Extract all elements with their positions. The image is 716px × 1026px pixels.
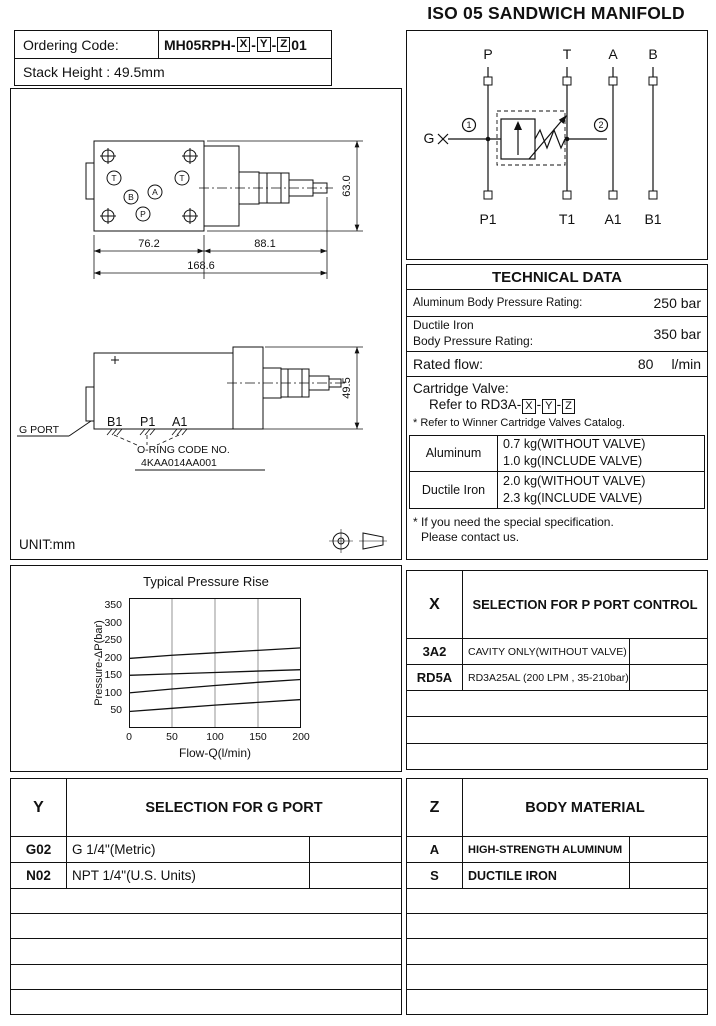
weight-without-valve: 2.0 kg(WITHOUT VALVE) [503,473,646,488]
port-letter-t-left: T [111,173,117,183]
option-code: RD5A [407,665,463,690]
code-sep: - [271,36,277,53]
table-row [407,665,707,691]
table-row [11,863,401,889]
cartridge-z-box: Z [562,399,575,414]
cartridge-sep: - [536,397,542,412]
aluminum-rating-value: 250 bar [653,295,701,311]
technical-drawings [11,89,401,559]
selection-x-title: SELECTION FOR P PORT CONTROL [472,597,698,612]
y-tick: 200 [104,651,122,664]
selection-x-table [406,570,708,770]
port-label-p1: P1 [140,415,156,429]
projection-symbol-icon [329,529,387,553]
bolt-hole-icons [100,148,198,224]
rated-flow-value-group [638,356,701,372]
cartridge-y-box: Y [542,399,555,414]
empty-row [11,914,401,939]
dim-168-6: 168.6 [187,260,215,272]
dim-49-5: 49.5 [341,377,353,399]
chart-title: Typical Pressure Rise [143,574,269,589]
chart-x-tick-labels [126,731,310,744]
x-tick: 0 [126,731,132,743]
ductile-rating-label [413,318,533,349]
cartridge-x-box: X [522,399,535,414]
dim-63-0: 63.0 [341,175,353,197]
weight-values [498,436,704,471]
technical-data-title: TECHNICAL DATA [407,265,707,290]
selection-y-code: Y [11,779,67,836]
relief-valve-symbol [497,111,607,165]
g-port-label: G PORT [19,424,60,436]
code-y-box: Y [257,37,271,52]
top-view-body [86,141,333,231]
ordering-code-row [15,31,331,59]
rated-flow-value: 80 [637,356,654,372]
weight-material: Ductile Iron [410,472,498,508]
ordering-code-value [159,31,331,58]
aluminum-rating-label: Aluminum Body Pressure Rating: [413,297,583,309]
circuit-port-t1: T1 [558,211,576,227]
valve-cartridge-front-view [227,347,347,429]
empty-row [11,965,401,990]
circuit-diagram-panel [406,30,708,260]
weight-values [498,472,704,508]
weight-row-aluminum [410,436,704,472]
chart-canvas [129,598,301,728]
weight-row-ductile [410,472,704,508]
cartridge-refer-prefix: Refer to RD3A- [429,397,522,412]
selection-z-table [406,778,708,1015]
weight-material: Aluminum [410,436,498,471]
cartridge-valve-section [407,377,707,431]
oring-code-number: 4KAA014AA001 [141,457,217,469]
cartridge-valve-label: Cartridge Valve: [413,381,509,396]
y-tick: 350 [104,599,122,612]
special-spec-footnote [407,511,707,550]
empty-row [407,691,707,717]
chart-plot-area [129,598,301,728]
empty-row [11,889,401,914]
ductile-rating-value: 350 bar [653,326,701,342]
option-code: G02 [11,837,67,862]
table-row [407,639,707,665]
x-tick: 200 [292,731,310,743]
empty-row [407,744,707,769]
port-letter-t-right: T [179,173,185,183]
rated-flow-unit: l/min [671,356,701,372]
table-row [11,837,401,863]
ordering-code-label: Ordering Code: [15,31,159,58]
technical-data-panel [406,264,708,560]
option-desc: NPT 1/4"(U.S. Units) [72,868,196,883]
selection-x-code: X [407,571,463,638]
dim-88-1: 88.1 [254,238,276,250]
port-lines [484,67,657,199]
circuit-port-a: A [608,46,618,62]
valve-cartridge-top-view [199,146,333,226]
table-row [407,837,707,863]
port-label-a1: A1 [172,415,188,429]
empty-row [407,939,707,964]
y-tick: 250 [104,634,122,647]
option-desc: HIGH-STRENGTH ALUMINUM [468,843,623,856]
circuit-port-b: B [648,46,658,62]
empty-cell [309,863,401,888]
option-code: N02 [11,863,67,888]
option-desc: G 1/4"(Metric) [72,842,156,857]
selection-z-code: Z [407,779,463,836]
circuit-port-p: P [483,46,493,62]
y-tick: 50 [110,704,122,717]
y-tick: 150 [104,669,122,682]
x-tick: 50 [166,731,178,743]
technical-drawing-panel [10,88,402,560]
footnote-line2: Please contact us. [421,530,520,545]
unit-label: UNIT:mm [19,537,76,552]
footnote-line1: * If you need the special specification. [413,514,614,529]
cartridge-note: * Refer to Winner Cartridge Valves Catalog. [413,416,625,429]
code-z-box: Z [277,37,290,52]
code-suffix: 01 [291,36,307,53]
chart-x-axis-label: Flow-Q(l/min) [179,746,251,760]
front-view-body [17,347,347,470]
selection-z-title: BODY MATERIAL [525,799,645,816]
option-desc: RD3A25AL (200 LPM , 35-210bar) [468,671,629,684]
cartridge-refer-line [413,397,701,414]
port-letter-b: B [128,192,134,202]
empty-cell [629,665,707,690]
option-code: A [407,837,463,862]
pressure-rise-chart-panel [10,565,402,772]
top-view-dimensions [94,141,363,279]
option-desc: CAVITY ONLY(WITHOUT VALVE) [468,645,627,658]
port-letter-p: P [140,209,146,219]
option-code: S [407,863,463,888]
weight-table [409,435,705,509]
empty-row [11,990,401,1014]
y-tick: 300 [104,616,122,629]
front-view-dimensions [235,347,363,429]
port-letter-a: A [152,187,158,197]
weight-without-valve: 0.7 kg(WITHOUT VALVE) [503,437,646,452]
port-circle-icons [107,171,189,221]
weight-include-valve: 2.3 kg(INCLUDE VALVE) [503,490,643,505]
circuit-port-p1: P1 [479,211,497,227]
empty-row [407,965,707,990]
empty-row [407,889,707,914]
chart-y-tick-labels [93,598,125,728]
empty-row [407,914,707,939]
selection-y-title: SELECTION FOR G PORT [145,799,323,816]
dim-76-2: 76.2 [138,238,160,250]
g-port-branch [424,130,501,146]
empty-cell [629,837,707,862]
ordering-code-box [14,30,332,86]
empty-row [407,990,707,1014]
empty-row [11,939,401,964]
code-sep: - [251,36,256,53]
ductile-rating-label-line2: Body Pressure Rating: [413,334,534,348]
table-row [407,863,707,889]
y-tick: 100 [104,686,122,699]
node-1-marker: 1 [466,120,472,130]
hydraulic-circuit-diagram [407,31,709,261]
ductile-rating-row [407,317,707,352]
page-title: ISO 05 SANDWICH MANIFOLD [427,3,685,23]
empty-row [407,717,707,743]
rated-flow-label: Rated flow: [413,356,484,372]
circuit-port-t: T [562,46,572,62]
node-2-marker: 2 [598,120,604,130]
stack-height-label: Stack Height : 49.5mm [23,64,165,80]
port-label-b1: B1 [107,415,123,429]
oring-groove-hatch [107,429,187,435]
circuit-port-b1: B1 [644,211,662,227]
weight-include-valve: 1.0 kg(INCLUDE VALVE) [503,454,643,469]
empty-cell [309,837,401,862]
chart-y-axis-label: Pressure-ΔP(bar) [93,620,105,706]
option-desc: DUCTILE IRON [468,868,557,883]
option-code: 3A2 [407,639,463,664]
selection-z-header [407,779,707,837]
code-prefix: MH05RPH- [164,36,236,53]
aluminum-rating-row [407,290,707,317]
circuit-port-a1: A1 [604,211,622,227]
rated-flow-row [407,352,707,377]
code-x-box: X [237,37,251,52]
cartridge-sep: - [556,397,562,412]
empty-cell [629,639,707,664]
empty-cell [629,863,707,888]
ductile-rating-label-line1: Ductile Iron [413,318,474,333]
circuit-g-label: G [423,130,435,146]
selection-y-table [10,778,402,1015]
x-tick: 100 [206,731,224,743]
selection-x-header [407,571,707,639]
selection-y-header [11,779,401,837]
x-tick: 150 [249,731,267,743]
oring-code-label: O-RING CODE NO. [137,444,230,456]
